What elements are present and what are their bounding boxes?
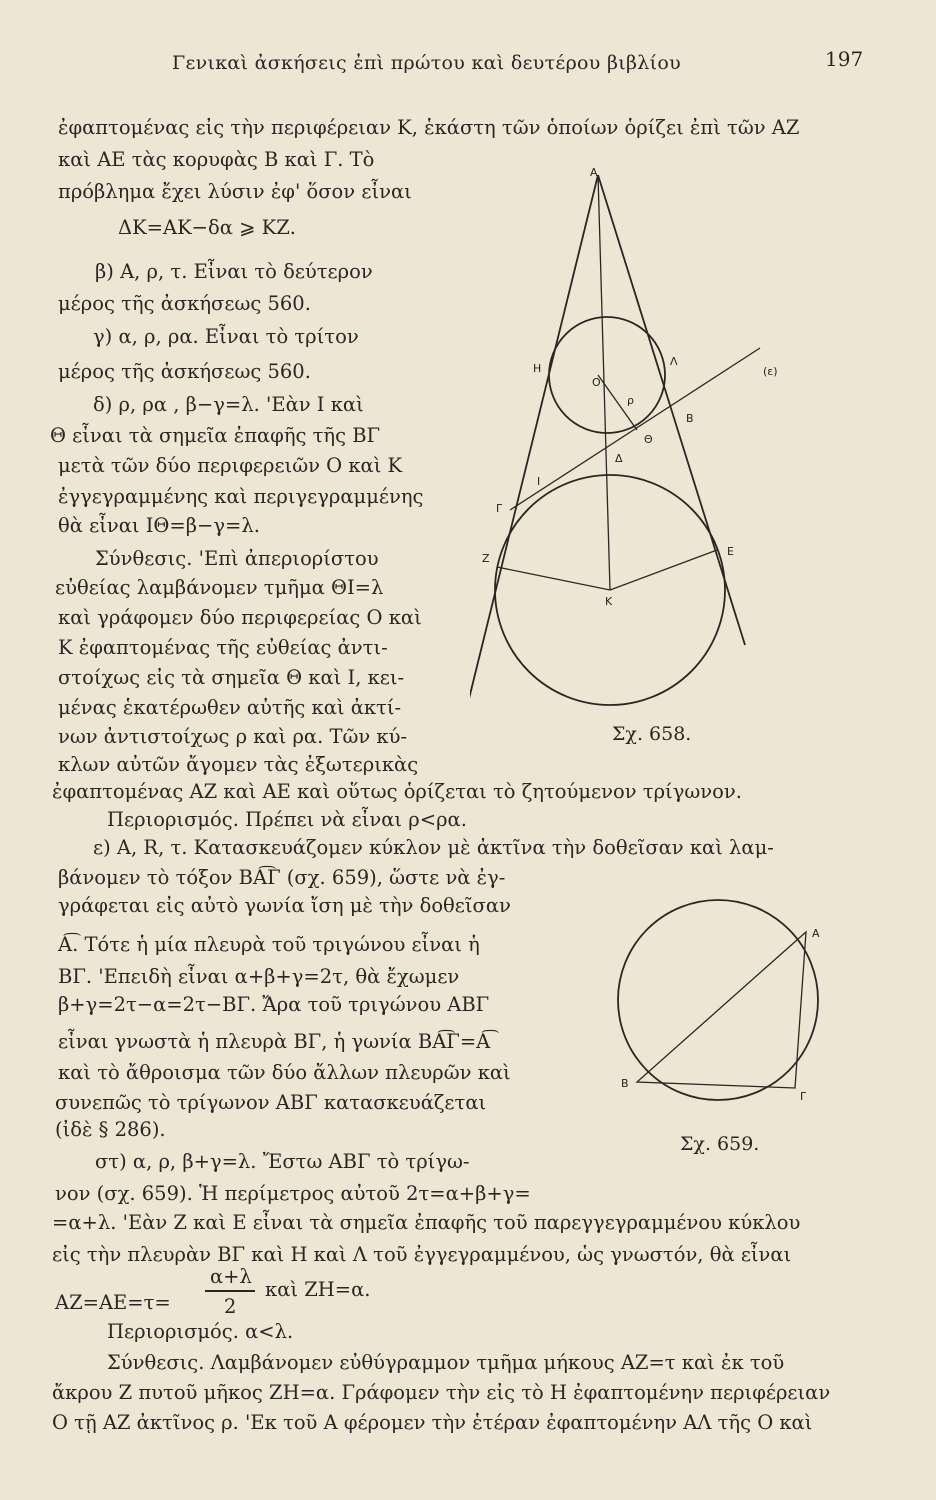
text-line: Σύνθεσις. Λαμβάνομεν εὐθύγραμμον τμῆμα μήκους ΑΖ=τ καὶ ἐκ τοῦ	[107, 1351, 785, 1374]
label-O: Ο	[592, 376, 601, 389]
text-line: συνεπῶς τὸ τρίγωνον ΑΒΓ κατασκευάζεται	[55, 1091, 487, 1114]
text-line: Περιορισμός. α<λ.	[107, 1320, 294, 1343]
text-line: ε) Α, R, τ. Κατασκευάζομεν κύκλον μὲ ἀκτῖνα τὴν δοθεῖσαν καὶ λαμ-	[93, 836, 774, 859]
text-line: κλων αὐτῶν ἄγομεν τὰς ἐξωτερικὰς	[58, 753, 419, 776]
text-line: Σύνθεσις. 'Επὶ ἀπεριορίστου	[95, 547, 379, 570]
text-line: Κ ἐφαπτομένας τῆς εὐθείας ἀντι-	[58, 636, 388, 659]
text-line: ἐγγεγραμμένης καὶ περιγεγραμμένης	[58, 485, 424, 508]
text-line: στοίχως εἰς τὰ σημεῖα Θ καὶ Ι, κει-	[58, 666, 405, 689]
label-Theta: Θ	[644, 433, 653, 446]
running-title: Γενικαὶ ἀσκήσεις ἐπὶ πρώτου καὶ δευτέρου βιβλίου	[172, 52, 681, 74]
formula-lhs: ΑΖ=ΑΕ=τ=	[55, 1291, 171, 1314]
text-line: καὶ ΑΕ τὰς κορυφὰς Β καὶ Γ. Τὸ	[58, 148, 375, 171]
label-L: Λ	[670, 355, 678, 368]
text-line: εὐθείας λαμβάνομεν τμῆμα ΘΙ=λ	[55, 576, 384, 599]
fraction-numerator: α+λ	[210, 1265, 252, 1288]
circumcircle	[618, 900, 818, 1100]
text-line: ἄκρου Ζ πυτοῦ μῆκος ΖΗ=α. Γράφομεν τὴν εἰς τὸ Η ἐφαπτομένην περιφέρειαν	[52, 1381, 831, 1404]
label-H: Η	[533, 362, 542, 375]
text-line: νων ἀντιστοίχως ρ καὶ ρα. Τῶν κύ-	[58, 725, 408, 748]
formula-rhs: καὶ ΖΗ=α.	[265, 1278, 371, 1301]
label-A: Α	[590, 166, 598, 179]
text-line: εἶναι γνωστὰ ἡ πλευρὰ ΒΓ, ἡ γωνία ΒΑ͡Γ=Α͡	[58, 1030, 491, 1053]
text-line: εἰς τὴν πλευρὰν ΒΓ καὶ Η καὶ Λ τοῦ ἐγγεγραμμένου, ὡς γνωστόν, θὰ εἶναι	[52, 1243, 792, 1266]
triangle-ABG	[637, 932, 806, 1088]
label-Delta: Δ	[615, 452, 623, 465]
text-line: μετὰ τῶν δύο περιφερειῶν Ο καὶ Κ	[58, 454, 403, 477]
label-I: Ι	[537, 475, 541, 488]
side-AZ	[470, 175, 598, 715]
text-line: =α+λ. 'Εὰν Ζ καὶ Ε εἶναι τὰ σημεῖα ἐπαφῆς τοῦ παρεγγεγραμμένου κύκλου	[52, 1211, 801, 1234]
text-line: πρόβλημα ἔχει λύσιν ἐφ' ὅσον εἶναι	[58, 180, 412, 203]
radius-KZ	[497, 567, 610, 590]
figure-659	[610, 895, 840, 1125]
text-line: μέρος τῆς ἀσκήσεως 560.	[58, 292, 311, 315]
text-line: β) Α, ρ, τ. Εἶναι τὸ δεύτερον	[95, 260, 373, 283]
label-G: Γ	[496, 502, 503, 515]
label-B: Β	[621, 1077, 629, 1090]
label-K: Κ	[605, 595, 613, 608]
text-line: β+γ=2τ−α=2τ−ΒΓ. Ἄρα τοῦ τριγώνου ΑΒΓ	[58, 993, 490, 1016]
figure-658	[470, 160, 800, 750]
label-rho: ρ	[627, 394, 634, 407]
label-epsilon: (ε)	[763, 365, 778, 378]
formula-line: ΔΚ=ΑΚ−δα ⩾ ΚΖ.	[118, 216, 296, 239]
radius-KE	[610, 550, 717, 590]
inscribed-circle-O	[549, 317, 665, 433]
caption-659: Σχ. 659.	[680, 1133, 760, 1155]
text-line: ΒΓ. 'Επειδὴ εἶναι α+β+γ=2τ, θὰ ἔχωμεν	[58, 965, 460, 988]
text-line: γράφεται εἰς αὐτὸ γωνία ἴση μὲ τὴν δοθεῖσαν	[58, 894, 511, 917]
text-line: βάνομεν τὸ τόξον ΒΑ͡Γ (σχ. 659), ὥστε νὰ ἐγ-	[58, 866, 506, 889]
page-number: 197	[825, 47, 864, 71]
text-line: στ) α, ρ, β+γ=λ. Ἔστω ΑΒΓ τὸ τρίγω-	[95, 1150, 470, 1173]
caption-658: Σχ. 658.	[612, 723, 692, 745]
label-G: Γ	[800, 1090, 807, 1103]
text-line: Α͡. Τότε ἡ μία πλευρὰ τοῦ τριγώνου εἶναι ἡ	[58, 933, 480, 956]
text-line: Περιορισμός. Πρέπει νὰ εἶναι ρ<ρα.	[107, 808, 467, 831]
text-line: θὰ εἶναι ΙΘ=β−γ=λ.	[58, 514, 260, 537]
label-E: Ε	[727, 545, 734, 558]
side-AE	[598, 175, 745, 645]
text-line: Θ εἶναι τὰ σημεῖα ἐπαφῆς τῆς ΒΓ	[50, 424, 381, 447]
label-B: Β	[686, 412, 694, 425]
label-A: Α	[812, 927, 820, 940]
label-Z: Ζ	[482, 552, 490, 565]
text-line: ἐφαπτομένας εἰς τὴν περιφέρειαν Κ, ἑκάστη τῶν ὁποίων ὁρίζει ἐπὶ τῶν ΑΖ	[58, 116, 800, 139]
text-line: δ) ρ, ρα , β−γ=λ. 'Εὰν Ι καὶ	[93, 393, 364, 416]
text-line: νον (σχ. 659). Ἡ περίμετρος αὐτοῦ 2τ=α+β+γ=	[55, 1182, 531, 1205]
text-line: γ) α, ρ, ρα. Εἶναι τὸ τρίτον	[93, 325, 359, 348]
text-line: ἐφαπτομένας ΑΖ καὶ ΑΕ καὶ οὕτως ὁρίζεται τὸ ζητούμενον τρίγωνον.	[52, 780, 742, 803]
text-line: μένας ἑκατέρωθεν αὐτῆς καὶ ἀκτί-	[58, 696, 402, 719]
text-line: μέρος τῆς ἀσκήσεως 560.	[58, 360, 311, 383]
tangent-e	[510, 348, 760, 510]
text-line: καὶ γράφομεν δύο περιφερείας Ο καὶ	[58, 606, 422, 629]
fraction-denominator: 2	[224, 1295, 237, 1318]
text-line: (ἰδὲ § 286).	[55, 1118, 166, 1141]
text-line: Ο τῇ ΑΖ ἀκτῖνος ρ. 'Εκ τοῦ Α φέρομεν τὴν ἑτέραν ἐφαπτομένην ΑΛ τῆς Ο καὶ	[52, 1411, 813, 1434]
text-line: καὶ τὸ ἄθροισμα τῶν δύο ἄλλων πλευρῶν καὶ	[58, 1061, 511, 1084]
fraction-bar	[205, 1290, 255, 1292]
